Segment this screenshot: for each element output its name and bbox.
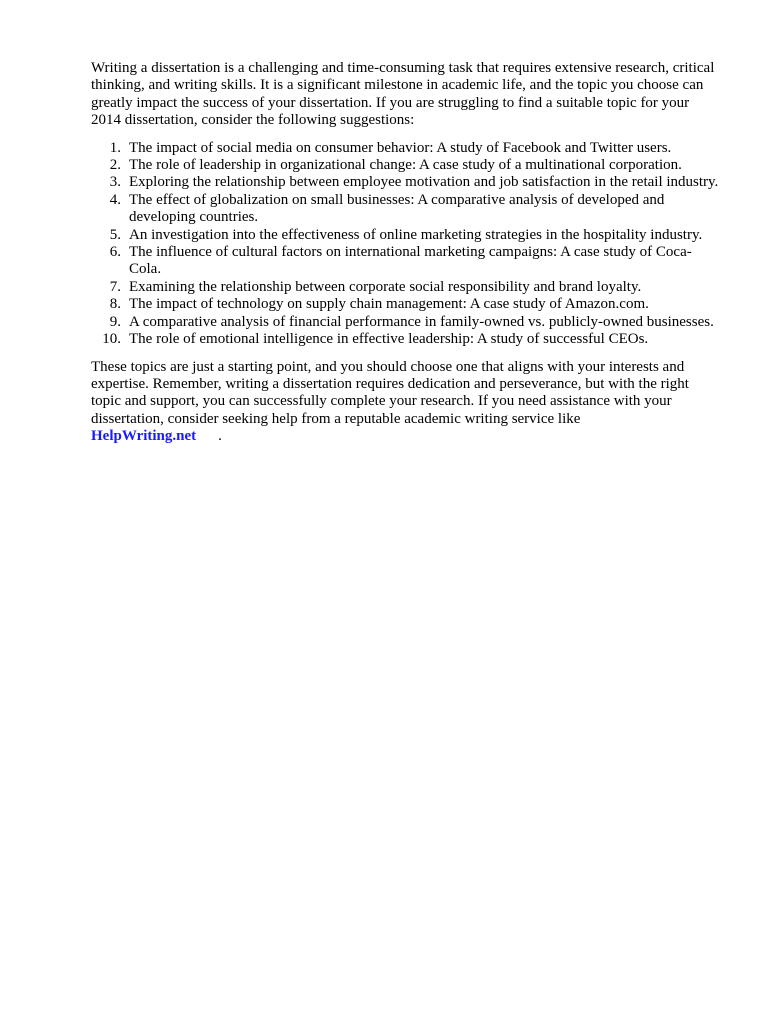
list-item [91, 314, 721, 331]
list-item-number: 1. [109, 139, 121, 156]
closing-period: . [218, 428, 222, 445]
list-item-text: Exploring the relationship between employee motivation and job satisfaction in the retail industry. [129, 174, 719, 191]
list-item [91, 157, 721, 174]
list-item-text: Examining the relationship between corporate social responsibility and brand loyalty. [129, 278, 642, 295]
list-item-number: 5. [109, 226, 121, 243]
list-item-text: The impact of social media on consumer behavior: A study of Facebook and Twitter users. [129, 139, 672, 156]
document-page [91, 60, 721, 446]
list-item [91, 227, 721, 244]
list-item [91, 244, 721, 279]
list-item-text: The role of leadership in organizational change: A case study of a multinational corporation. [129, 157, 682, 174]
closing-text: These topics are just a starting point, and you should choose one that aligns with your interests and expertise. Remember, writing a dissertation requires dedication and perseverance, but with the right topic and support, you can successfully complete your research. If you need assistance with your dissertation, consider seeking help from a reputable academic writing service like [91, 358, 689, 427]
topic-list [91, 140, 721, 349]
list-item [91, 174, 721, 191]
list-item-number: 3. [109, 174, 121, 191]
list-item [91, 279, 721, 296]
list-item-number: 10. [102, 331, 121, 348]
list-item-number: 2. [109, 157, 121, 174]
list-item-text: The effect of globalization on small businesses: A comparative analysis of developed and developing countries. [129, 191, 665, 226]
list-item [91, 140, 721, 157]
list-item-text: The impact of technology on supply chain management: A case study of Amazon.com. [129, 296, 649, 313]
list-item-text: An investigation into the effectiveness of online marketing strategies in the hospitality industry. [129, 226, 703, 243]
list-item-number: 7. [109, 278, 121, 295]
list-item-number: 8. [109, 296, 121, 313]
list-item-text: The influence of cultural factors on international marketing campaigns: A case study of Coca-Cola. [129, 244, 692, 278]
list-item [91, 331, 721, 348]
list-item [91, 296, 721, 313]
list-item-number: 4. [109, 191, 121, 208]
list-item-text: A comparative analysis of financial performance in family-owned vs. publicly-owned businesses. [129, 313, 714, 330]
list-item-number: 6. [109, 244, 121, 261]
list-item-text: The role of emotional intelligence in effective leadership: A study of successful CEOs. [129, 331, 649, 348]
intro-paragraph: Writing a dissertation is a challenging and time-consuming task that requires extensive research, critical thinking, and writing skills. It is a significant milestone in academic life, and the topic you choose can greatly impact the success of your dissertation. If you are struggling to find a suitable topic for your 2014 dissertation, consider the following suggestions: [91, 60, 715, 129]
list-item-number: 9. [109, 313, 121, 330]
helpwriting-link[interactable]: HelpWriting.net [91, 428, 197, 445]
list-item [91, 192, 721, 227]
closing-paragraph [91, 359, 721, 446]
